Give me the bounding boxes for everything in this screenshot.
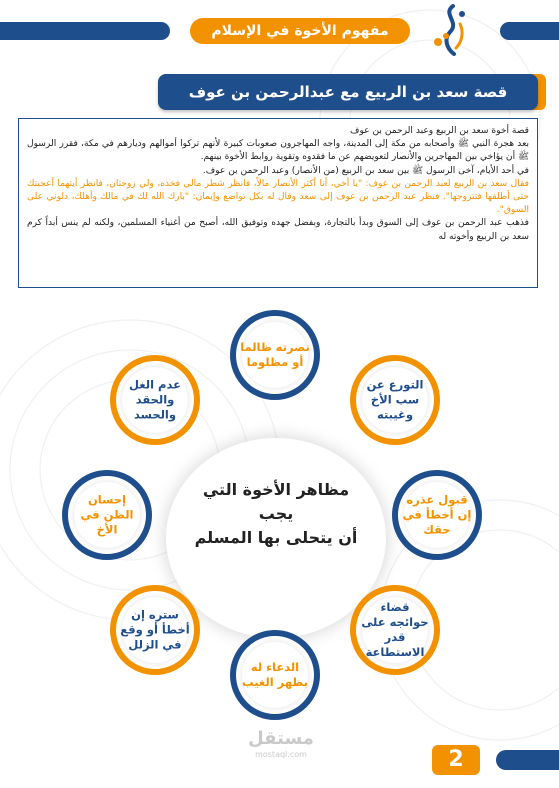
mostaql-watermark <box>236 728 326 768</box>
node-good-opinion <box>62 470 152 560</box>
node-support-brother <box>230 310 320 400</box>
node-label: نصرته ظالما أو مظلوما <box>240 340 310 369</box>
watermark-arabic: مستقل <box>248 728 314 749</box>
watermark-url: mostaql.com <box>255 750 307 759</box>
node-label: التورع عن سب الأخ وغيبته <box>366 377 424 422</box>
center-title <box>176 478 376 550</box>
footer-bar <box>496 750 559 770</box>
story-line1: قصة أخوة سعد بن الربيع وعبد الرحمن بن عوف <box>350 126 529 136</box>
story-title: قصة سعد بن الربيع مع عبدالرحمن بن عوف <box>158 74 538 110</box>
node-label: إحسان الظن في الأخ <box>80 492 134 537</box>
page-number: 2 <box>432 745 480 775</box>
story-para1: بعد هجرة النبي ﷺ وأصحابه من مكة إلى المدينة، واجه المهاجرون صعوبات كبيرة لأنهم تركوا أموالهم وديارهم في مكة، فقرر الرسول ﷺ أن يؤاخي بين المهاجرين والأنصار لتعويضهم عن ما فقدوه وتقوية روابط الأخوة بينهم. <box>27 139 529 163</box>
node-no-envy <box>110 355 200 445</box>
node-label: ستره إن أخطأ أو وقع في الزلل <box>120 607 190 652</box>
node-conceal-faults <box>110 585 200 675</box>
story-quote: فقال سعد بن الربيع لعبد الرحمن بن عوف: "يا أخي، أنا أكثر الأنصار مالاً، فانظر شطر مالي فخذه، ولي زوجتان، فانظر أيتهما أعجبتك حتى أطلقها فتتزوجها". فنظر عبد الرحمن بن عوف إلى سعد وقال له بكل تواضع وإيمان: "بارك الله لك في مالك وأهلك، دلوني على السوق". <box>27 178 529 216</box>
node-accept-excuse <box>392 470 482 560</box>
node-label: قبول عذره إن أخطأ في حقك <box>402 492 472 537</box>
story-para2: في أحد الأيام، آخى الرسول ﷺ بين سعد بن الربيع (من الأنصار) وعبد الرحمن بن عوف. <box>202 165 529 176</box>
center-title-line1: مظاهر الأخوة التي <box>202 480 350 499</box>
ulfa-logo-icon <box>420 2 478 60</box>
center-title-line3: أن يتحلى بها المسلم <box>194 528 358 547</box>
node-fulfill-needs <box>350 585 440 675</box>
header-bar-left <box>0 22 170 40</box>
node-supplication <box>230 630 320 720</box>
header-bar-right <box>500 22 559 40</box>
node-avoid-backbiting <box>350 355 440 445</box>
section-title: مفهوم الأخوة في الإسلام <box>190 18 410 44</box>
node-label: الدعاء له بظهر الغيب <box>242 660 308 689</box>
node-label: قضاء حوائجه على قدر الاستطاعة <box>361 600 429 659</box>
node-label: عدم الغل والحقد والحسد <box>129 377 181 422</box>
story-box <box>18 118 538 288</box>
story-para3: فذهب عبد الرحمن بن عوف إلى السوق وبدأ بالتجارة، وبفضل جهده وتوفيق الله، أصبح من أغنياء المسلمين، ولكنه لم ينس أبداً كرم سعد بن الربيع وأخوته له <box>27 218 529 242</box>
center-title-line2: يجب <box>258 504 294 523</box>
